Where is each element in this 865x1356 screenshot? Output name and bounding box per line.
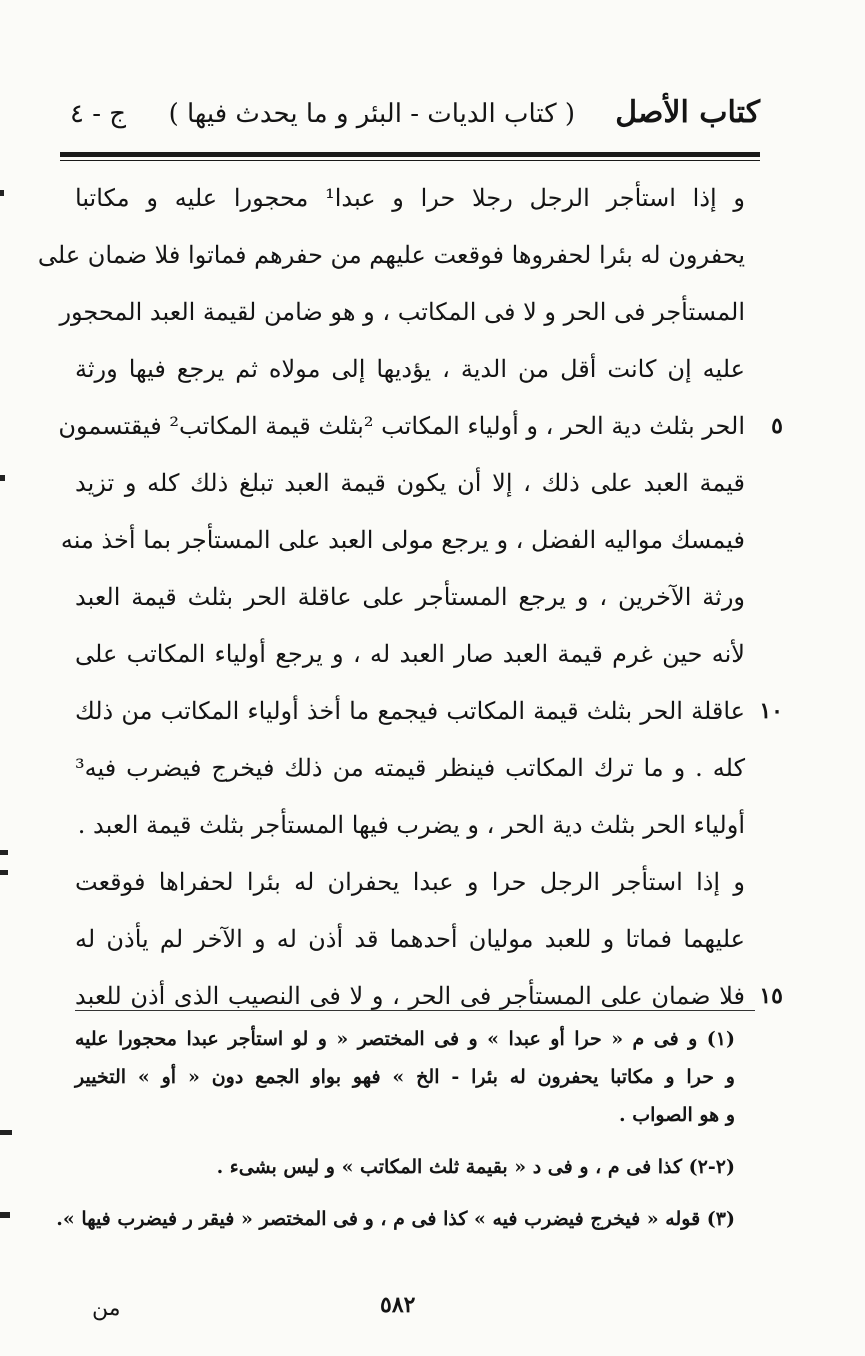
text-line (75, 968, 783, 1025)
line-number: ١٥ (759, 983, 783, 1009)
text-line (75, 569, 745, 626)
text-line-content: قيمة العبد على ذلك ، إلا أن يكون قيمة العبد تبلغ ذلك كله و تزيد (75, 469, 745, 497)
catchword: من (92, 1296, 121, 1321)
text-line-content: و إذا استأجر الرجل حرا و عبدا يحفران له بئرا لحفراها فوقعت (75, 868, 745, 896)
footnote-separator (75, 1010, 755, 1011)
text-line (75, 854, 745, 911)
header-rule-thick (60, 152, 760, 157)
text-line-content: و إذا استأجر الرجل رجلا حرا و عبدا¹ محجورا عليه و مكاتبا (75, 184, 745, 212)
footnote (75, 1148, 735, 1186)
text-line-content: المستأجر فى الحر و لا فى المكاتب ، و هو ضامن لقيمة العبد المحجور (59, 298, 745, 326)
book-title: كتاب الأصل (615, 95, 760, 130)
text-line (37, 227, 745, 284)
text-line (58, 398, 783, 455)
text-line (75, 797, 745, 854)
footnote-line: (٣) قوله « فيخرج فيضرب فيه » كذا فى م ، و فى المختصر « فيقر ر فيضرب فيها ». (56, 1208, 735, 1230)
text-line-content: عليهما فماتا و للعبد موليان أحدهما قد أذن له و الآخر لم يأذن له (75, 925, 745, 953)
text-line (75, 455, 745, 512)
scan-edge-mark (0, 190, 4, 196)
footnote-line: و حرا و مكاتبا يحفرون له بئرا - الخ » فهو بواو الجمع دون « أو » التخيير (75, 1066, 735, 1088)
page-number: ٥٨٢ (380, 1292, 416, 1318)
text-line-content: فلا ضمان على المستأجر فى الحر ، و لا فى النصيب الذى أذن للعبد (75, 982, 745, 1010)
text-line-content: ورثة الآخرين ، و يرجع المستأجر على عاقلة الحر بثلث قيمة العبد (75, 583, 746, 611)
text-line (75, 170, 745, 227)
main-text (37, 170, 783, 1025)
scan-edge-mark (0, 1130, 12, 1135)
text-line (75, 683, 783, 740)
text-line (75, 341, 745, 398)
text-line (59, 284, 745, 341)
text-line (75, 740, 745, 797)
scan-edge-mark (0, 475, 5, 481)
section-title: ( كتاب الديات - البئر و ما يحدث فيها ) (168, 99, 575, 129)
scan-edge-mark (0, 850, 8, 855)
volume-label: ج - ٤ (70, 99, 127, 129)
text-line-content: فيمسك مواليه الفضل ، و يرجع مولى العبد على المستأجر بما أخذ منه (60, 526, 745, 554)
footnote-line: (١) و فى م « حرا أو عبدا » و فى المختصر « و لو استأجر عبدا محجورا عليه (75, 1028, 735, 1050)
text-line-content: لأنه حين غرم قيمة العبد صار العبد له ، و يرجع أولياء المكاتب على (75, 640, 745, 668)
text-line-content: كله . و ما ترك المكاتب فينظر قيمته من ذلك فيخرج فيضرب فيه³ (75, 754, 745, 782)
scan-edge-mark (0, 1212, 10, 1218)
text-line (75, 626, 745, 683)
footnote-line: و هو الصواب . (619, 1104, 735, 1126)
text-line-content: عاقلة الحر بثلث قيمة المكاتب فيجمع ما أخذ أولياء المكاتب من ذلك (75, 697, 745, 725)
footnote (75, 1020, 735, 1134)
running-header (60, 95, 760, 147)
text-line (75, 911, 745, 968)
footnote (56, 1200, 735, 1238)
text-line-content: عليه إن كانت أقل من الدية ، يؤديها إلى مولاه ثم يرجع فيها ورثة (75, 355, 745, 383)
text-line-content: أولياء الحر بثلث دية الحر ، و يضرب فيها المستأجر بثلث قيمة العبد . (77, 811, 745, 839)
footnote-line: (٢-٢) كذا فى م ، و فى د « بقيمة ثلث المكاتب » و ليس بشىء . (216, 1156, 735, 1178)
line-number: ٥ (771, 413, 783, 439)
footnotes (56, 1020, 735, 1238)
text-line-content: الحر بثلث دية الحر ، و أولياء المكاتب ²بثلث قيمة المكاتب² فيقتسمون (58, 412, 745, 440)
line-number: ١٠ (759, 698, 783, 724)
scan-edge-mark (0, 870, 8, 875)
text-line-content: يحفرون له بئرا لحفروها فوقعت عليهم من حفرهم فماتوا فلا ضمان على (37, 241, 745, 269)
text-line (60, 512, 745, 569)
header-rule-thin (60, 160, 760, 161)
